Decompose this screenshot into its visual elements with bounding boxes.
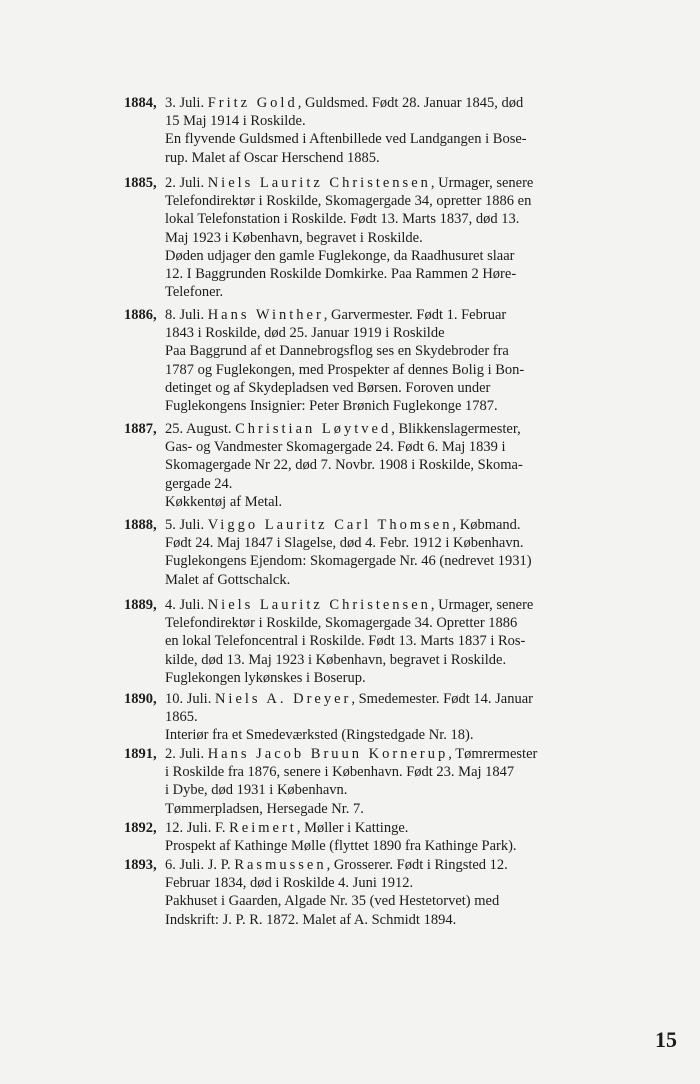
text-segment: 2. Juli. <box>165 175 208 191</box>
person-name: Fritz Gold <box>207 95 298 111</box>
entry-year: 1885, <box>124 175 157 191</box>
entry-text <box>165 94 586 167</box>
text-line <box>165 361 586 379</box>
text-line <box>165 210 586 228</box>
text-line <box>165 534 586 552</box>
text-segment: En flyvende Guldsmed i Aftenbillede ved Landgangen i Bose- <box>165 131 527 148</box>
text-segment: Februar 1834, død i Roskilde 4. Juni 1912. <box>165 875 414 892</box>
text-segment: 2. Juli. <box>165 746 208 762</box>
text-line <box>165 516 586 534</box>
text-line <box>165 475 586 493</box>
entry <box>124 516 586 589</box>
text-line <box>165 571 586 589</box>
text-segment: Gas- og Vandmester Skomagergade 24. Født 6. Maj 1839 i <box>165 439 506 456</box>
text-segment: Interiør fra et Smedeværksted (Ringstedgade Nr. 18). <box>165 727 474 744</box>
text-line <box>165 669 586 687</box>
text-segment: 12. I Baggrunden Roskilde Domkirke. Paa Rammen 2 Høre- <box>165 266 517 283</box>
text-segment: Pakhuset i Gaarden, Algade Nr. 35 (ved Hestetorvet) med <box>165 893 500 910</box>
text-line <box>165 397 586 415</box>
person-name: Niels Lauritz Christensen <box>207 175 431 191</box>
text-segment: , Smedemester. Født 14. Januar <box>351 691 533 707</box>
text-segment: Telefondirektør i Roskilde, Skomagergade 34. Opretter 1886 <box>165 615 518 632</box>
text-segment: rup. Malet af Oscar Herschend 1885. <box>165 149 380 166</box>
text-segment: gergade 24. <box>165 475 233 492</box>
text-line <box>165 438 586 456</box>
text-segment: i Roskilde fra 1876, senere i København. Født 23. Maj 1847 <box>165 764 515 781</box>
text-segment: 6. Juli. J. P. <box>165 857 235 873</box>
entry-year: 1892, <box>124 820 157 836</box>
text-segment: 1865. <box>165 709 198 726</box>
text-segment: 12. Juli. F. <box>165 820 230 836</box>
text-segment: , Urmager, senere <box>430 175 534 191</box>
entry-text <box>165 420 586 511</box>
text-line <box>165 781 586 799</box>
text-segment: en lokal Telefoncentral i Roskilde. Født 13. Marts 1837 i Ros- <box>165 633 526 650</box>
text-segment: , Købmand. <box>452 517 521 533</box>
text-line <box>165 763 586 781</box>
person-name: Niels Lauritz Christensen <box>207 597 431 613</box>
text-line <box>165 614 586 632</box>
text-line <box>165 745 586 763</box>
text-line <box>165 726 586 744</box>
text-line <box>165 265 586 283</box>
entry-text <box>165 819 586 855</box>
text-line <box>165 819 586 837</box>
text-line <box>165 247 586 265</box>
text-line <box>165 324 586 342</box>
entry <box>124 745 586 818</box>
page-number: 15 <box>655 1027 677 1052</box>
text-line <box>165 800 586 818</box>
text-segment: i Dybe, død 1931 i København. <box>165 782 348 799</box>
text-segment: kilde, død 13. Maj 1923 i København, begravet i Roskilde. <box>165 651 507 668</box>
text-line <box>165 552 586 570</box>
text-segment: Paa Baggrund af et Dannebrogsflog ses en Skydebroder fra <box>165 343 509 360</box>
person-name: Niels A. Dreyer <box>214 691 352 707</box>
text-segment: Telefoner. <box>165 284 224 301</box>
entry-text <box>165 856 586 929</box>
text-line <box>165 837 586 855</box>
text-segment: Indskrift: J. P. R. 1872. Malet af A. Schmidt 1894. <box>165 911 457 928</box>
person-name: Viggo Lauritz Carl Thomsen <box>207 517 453 533</box>
text-line <box>165 892 586 910</box>
text-segment: , Grosserer. Født i Ringsted 12. <box>326 857 508 873</box>
text-line <box>165 493 586 511</box>
person-name: Christian Løytved <box>235 421 392 437</box>
text-line <box>165 174 586 192</box>
entry-year: 1887, <box>124 421 157 437</box>
text-line <box>165 596 586 614</box>
text-segment: 4. Juli. <box>165 597 208 613</box>
entry <box>124 690 586 745</box>
text-segment: Skomagergade Nr 22, død 7. Novbr. 1908 i Roskilde, Skoma- <box>165 457 523 474</box>
entry <box>124 819 586 855</box>
entry-year: 1888, <box>124 517 157 533</box>
text-segment: Køkkentøj af Metal. <box>165 493 283 510</box>
text-line <box>165 651 586 669</box>
text-segment: Født 24. Maj 1847 i Slagelse, død 4. Febr. 1912 i København. <box>165 535 524 552</box>
text-line <box>165 690 586 708</box>
entry-text <box>165 516 586 589</box>
text-segment: , Guldsmed. Født 28. Januar 1845, død <box>297 95 524 111</box>
text-line <box>165 149 586 167</box>
entry-year: 1884, <box>124 95 157 111</box>
text-segment: 15 Maj 1914 i Roskilde. <box>165 113 306 130</box>
text-line <box>165 632 586 650</box>
text-line <box>165 856 586 874</box>
text-segment: 10. Juli. <box>165 691 215 707</box>
text-segment: detinget og af Skydepladsen ved Børsen. Foroven under <box>165 379 491 396</box>
text-segment: 1843 i Roskilde, død 25. Januar 1919 i Roskilde <box>165 325 445 342</box>
text-line <box>165 379 586 397</box>
entry-year: 1889, <box>124 597 157 613</box>
entry-text <box>165 306 586 415</box>
text-segment: Telefondirektør i Roskilde, Skomagergade 34, opretter 1886 en <box>165 193 532 210</box>
text-line <box>165 229 586 247</box>
entry <box>124 174 586 301</box>
entry <box>124 94 586 167</box>
text-segment: Tømmerpladsen, Hersegade Nr. 7. <box>165 800 364 817</box>
text-line <box>165 130 586 148</box>
entry-year: 1893, <box>124 857 157 873</box>
text-segment: Døden udjager den gamle Fuglekonge, da Raadhusuret slaar <box>165 247 515 264</box>
text-line <box>165 192 586 210</box>
text-segment: Malet af Gottschalck. <box>165 571 291 588</box>
text-line <box>165 874 586 892</box>
person-name: Reimert <box>229 820 297 836</box>
text-segment: 3. Juli. <box>165 95 208 111</box>
entry-year: 1891, <box>124 746 157 762</box>
entry-text <box>165 690 586 745</box>
entry <box>124 856 586 929</box>
entry-year: 1890, <box>124 691 157 707</box>
text-segment: Fuglekongen lykønskes i Boserup. <box>165 669 366 686</box>
text-line <box>165 456 586 474</box>
text-segment: , Garvermester. Født 1. Februar <box>323 307 507 323</box>
text-segment: , Tømrermester <box>448 746 538 762</box>
text-segment: , Urmager, senere <box>430 597 534 613</box>
text-segment: 25. August. <box>165 421 236 437</box>
text-line <box>165 708 586 726</box>
text-segment: Fuglekongens Insignier: Peter Brønich Fuglekonge 1787. <box>165 398 498 415</box>
text-line <box>165 420 586 438</box>
text-segment: 8. Juli. <box>165 307 208 323</box>
text-segment: Prospekt af Kathinge Mølle (flyttet 1890 fra Kathinge Park). <box>165 838 517 855</box>
text-line <box>165 283 586 301</box>
entry-text <box>165 174 586 301</box>
text-line <box>165 306 586 324</box>
entry <box>124 306 586 415</box>
text-segment: 5. Juli. <box>165 517 208 533</box>
person-name: Hans Winther <box>207 307 324 323</box>
text-segment: , Blikkenslagermester, <box>391 421 521 437</box>
text-line <box>165 342 586 360</box>
text-line <box>165 911 586 929</box>
text-segment: Fuglekongens Ejendom: Skomagergade Nr. 46 (nedrevet 1931) <box>165 553 532 570</box>
text-segment: , Møller i Kattinge. <box>296 820 409 836</box>
text-segment: lokal Telefonstation i Roskilde. Født 13. Marts 1837, død 13. <box>165 211 520 228</box>
entry-text <box>165 745 586 818</box>
entry-year: 1886, <box>124 307 157 323</box>
text-line <box>165 94 586 112</box>
text-segment: 1787 og Fuglekongen, med Prospekter af dennes Bolig i Bon- <box>165 361 525 378</box>
text-segment: Maj 1923 i København, begravet i Roskilde. <box>165 229 423 246</box>
person-name: Rasmussen <box>234 857 327 873</box>
entry-text <box>165 596 586 687</box>
text-line <box>165 112 586 130</box>
person-name: Hans Jacob Bruun Kornerup <box>207 746 449 762</box>
entry <box>124 596 586 687</box>
entry <box>124 420 586 511</box>
